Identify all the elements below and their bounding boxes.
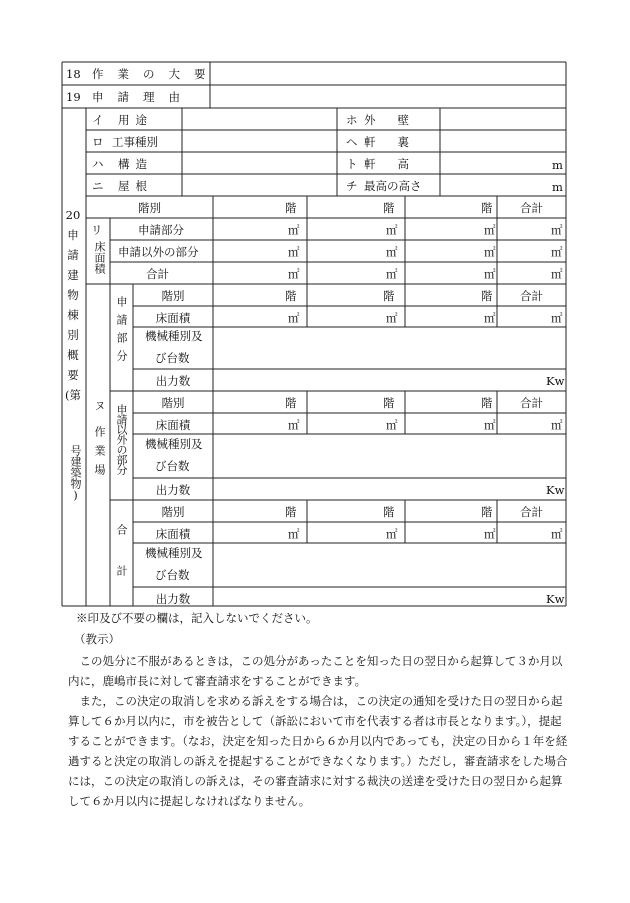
output-unit: Kw [546,374,565,388]
section20-title-char: 棟 [67,308,79,322]
item-key: ヘ [346,135,358,149]
row19-label: 申請理由 [92,90,194,104]
total-header: 合計 [520,505,543,519]
floor-unit: 階 [285,201,297,215]
item-label: 軒裏 [364,135,431,149]
note-text: ※印及び不要の欄は，記入しないでください。 [76,611,318,625]
group-machine-label: 機械種別及 [145,437,203,451]
roof-field[interactable] [182,174,337,196]
group-output-label: 出力数 [155,374,191,388]
row18-label: 作業の大要 [92,67,220,81]
total-header: 合計 [520,201,543,215]
ri-title: 床面積 [93,241,106,274]
floor-header-label: 階別 [138,201,161,215]
group-area-label: 床面積 [155,527,191,541]
group-area-label: 床面積 [155,418,191,432]
group-area-label: 床面積 [155,311,191,325]
section20-title-char: 申 [67,228,79,242]
ri-row-label: 申請部分 [138,223,184,237]
area-unit: ㎡ [386,418,398,432]
instruction-paragraph: この処分に不服があるときは，この処分があったことを知った日の翌日から起算して３か月以内に，鹿嶋市長に対して審査請求をすることができます。 [68,654,563,688]
item-label: 用途 [118,113,153,127]
group-floor-label: 階別 [161,505,185,519]
unit-m: m [552,180,563,194]
ri-row-label: 申請以外の部分 [118,245,199,259]
eaves-underside-field[interactable] [440,130,566,152]
area-unit: ㎡ [484,418,496,432]
section20-title-sub: 号建築物) [69,445,82,502]
group-machine-label: び台数 [155,568,190,582]
group-floor-label: 階別 [161,396,185,410]
item-label: 構造 [118,157,153,171]
ri-row-label: 合計 [146,267,169,281]
area-unit: ㎡ [484,245,496,259]
section20-title-char: 物 [67,288,79,302]
area-unit: ㎡ [288,418,300,432]
output-unit: Kw [546,592,565,606]
group-machine-label: び台数 [155,351,190,365]
item-key: チ [346,179,358,193]
area-unit: ㎡ [551,245,563,259]
total-header: 合計 [520,289,543,303]
structure-field[interactable] [182,152,337,174]
group-machine-label: 機械種別及 [145,329,203,343]
area-unit: ㎡ [386,223,398,237]
use-field[interactable] [182,108,337,130]
item-key: ホ [346,113,358,127]
area-unit: ㎡ [288,311,300,325]
item-label: 屋根 [118,179,153,193]
row19-number: 19 [66,90,81,104]
nu-title: 作業場 [93,426,106,483]
group-floor-label: 階別 [161,289,185,303]
item-key: ハ [92,157,104,171]
floor-unit: 階 [285,505,297,519]
row18-number: 18 [66,67,81,81]
area-unit: ㎡ [484,311,496,325]
area-unit: ㎡ [484,267,496,281]
area-unit: ㎡ [551,267,563,281]
eaves-height-field[interactable] [440,152,566,174]
section20-title-char: 概 [67,348,79,362]
instruction-title: （教示） [74,632,120,646]
area-unit: ㎡ [551,311,563,325]
section20-title-char: 建 [67,268,79,282]
group-output-label: 出力数 [155,592,191,606]
floor-unit: 階 [383,201,395,215]
section20-number: 20 [65,208,81,222]
floor-unit: 階 [383,396,395,410]
item-key: ト [346,157,358,171]
area-unit: ㎡ [288,223,300,237]
floor-unit: 階 [481,289,493,303]
total-header: 合計 [520,396,543,410]
area-unit: ㎡ [551,223,563,237]
section20-title-char: 請 [67,248,79,262]
item-label: 外壁 [364,113,431,127]
floor-unit: 階 [383,289,395,303]
area-unit: ㎡ [484,527,496,541]
item-label: 軒高 [364,157,431,171]
floor-unit: 階 [481,505,493,519]
instruction-paragraph: また，この決定の取消しを求める訴えをする場合は，この決定の通知を受けた日の翌日から起算して６か月以内に，市を被告として（訴訟において市を代表する者は市長となります。），提起することができます。（なお，決定を知った日から６か月以内であっても，決定の日から１年を経過すると決定の取消しの訴えを提起することができなくなります。）ただし，審査請求をした場合には，この決定の取消しの訴えは，その審査請求に対する裁決の送達を受けた日の翌日から起算して６か月以内に提起しなければなりません。 [68,694,568,808]
item-label: 最高の高さ [364,179,422,193]
section20-title-char: 要 [67,368,79,382]
nu-group-title: 申請以外の部分 [115,404,128,474]
area-unit: ㎡ [288,267,300,281]
floor-unit: 階 [383,505,395,519]
max-height-field[interactable] [440,174,566,196]
floor-unit: 階 [285,396,297,410]
section20-title [63,205,83,405]
section20-title-char: (第 [65,388,81,402]
area-unit: ㎡ [288,245,300,259]
area-unit: ㎡ [288,527,300,541]
area-unit: ㎡ [386,267,398,281]
item-key: ニ [92,179,104,193]
area-unit: ㎡ [386,245,398,259]
floor-unit: 階 [481,201,493,215]
area-unit: ㎡ [551,527,563,541]
row18-value-field[interactable] [210,62,566,84]
row19-value-field[interactable] [210,85,566,107]
area-unit: ㎡ [484,223,496,237]
area-unit: ㎡ [551,418,563,432]
nu-key: ヌ [93,400,106,411]
area-unit: ㎡ [386,311,398,325]
group-machine-label: 機械種別及 [145,546,203,560]
ri-key: リ [91,223,103,237]
exterior-wall-field[interactable] [440,108,566,130]
floor-unit: 階 [285,289,297,303]
section20-title-char: 別 [67,328,79,342]
item-label: 工事種別 [112,135,158,149]
group-output-label: 出力数 [155,483,191,497]
floor-unit: 階 [481,396,493,410]
item-key: イ [92,113,104,127]
item-key: ロ [92,135,104,149]
nu-group-title: 合計 [115,524,128,606]
area-unit: ㎡ [386,527,398,541]
output-unit: Kw [546,483,565,497]
work-type-field[interactable] [182,130,337,152]
group-machine-label: び台数 [155,459,190,473]
unit-m: m [552,158,563,172]
nu-group-title: 申請部分 [115,296,128,368]
